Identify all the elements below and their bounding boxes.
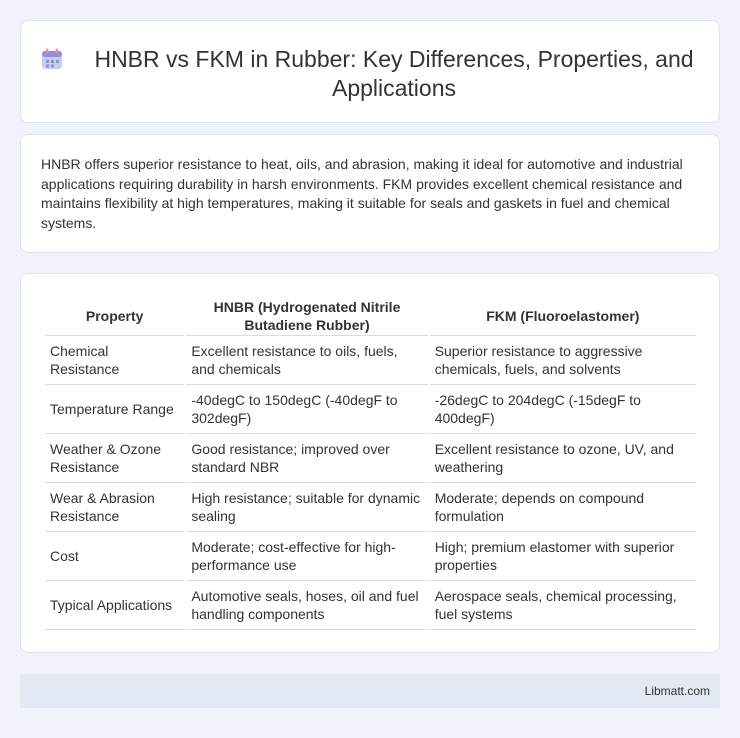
calendar-icon xyxy=(41,48,63,70)
hnbr-cell: Good resistance; improved over standard NBR xyxy=(186,434,427,483)
page-title: HNBR vs FKM in Rubber: Key Differences, Properties, and Applications xyxy=(94,46,694,101)
summary-text: HNBR offers superior resistance to heat, oils, and abrasion, making it ideal for automotive and industrial applications requiring durability in harsh environments. FKM provides excellent chemical resistance and maintains flexibility at high temperatures, making it suitable for seals and gaskets in fuel and chemical systems. xyxy=(41,156,683,231)
header-fkm: FKM (Fluoroelastomer) xyxy=(430,296,696,336)
title-card xyxy=(20,20,720,123)
property-cell: Typical Applications xyxy=(45,581,184,630)
header-hnbr: HNBR (Hydrogenated Nitrile Butadiene Rubber) xyxy=(186,296,427,336)
hnbr-cell: -40degC to 150degC (-40degF to 302degF) xyxy=(186,385,427,434)
comparison-table-card xyxy=(20,273,720,653)
fkm-cell: Aerospace seals, chemical processing, fuel systems xyxy=(430,581,696,630)
header-property: Property xyxy=(45,296,184,336)
table-header-row xyxy=(45,296,696,336)
table-row xyxy=(45,336,696,385)
hnbr-cell: Automotive seals, hoses, oil and fuel handling components xyxy=(186,581,427,630)
table-row xyxy=(45,581,696,630)
property-cell: Weather & Ozone Resistance xyxy=(45,434,184,483)
table-row xyxy=(45,434,696,483)
property-cell: Chemical Resistance xyxy=(45,336,184,385)
hnbr-cell: High resistance; suitable for dynamic sealing xyxy=(186,483,427,532)
summary-card xyxy=(20,134,720,253)
hnbr-cell: Moderate; cost-effective for high-performance use xyxy=(186,532,427,581)
table-row xyxy=(45,385,696,434)
property-cell: Cost xyxy=(45,532,184,581)
fkm-cell: Moderate; depends on compound formulation xyxy=(430,483,696,532)
footer-site-link[interactable]: Libmatt.com xyxy=(644,684,710,698)
fkm-cell: High; premium elastomer with superior properties xyxy=(430,532,696,581)
hnbr-cell: Excellent resistance to oils, fuels, and chemicals xyxy=(186,336,427,385)
property-cell: Wear & Abrasion Resistance xyxy=(45,483,184,532)
table-row xyxy=(45,532,696,581)
fkm-cell: Superior resistance to aggressive chemicals, fuels, and solvents xyxy=(430,336,696,385)
property-cell: Temperature Range xyxy=(45,385,184,434)
fkm-cell: -26degC to 204degC (-15degF to 400degF) xyxy=(430,385,696,434)
footer xyxy=(20,674,720,708)
table-row xyxy=(45,483,696,532)
comparison-table xyxy=(43,296,698,630)
fkm-cell: Excellent resistance to ozone, UV, and weathering xyxy=(430,434,696,483)
